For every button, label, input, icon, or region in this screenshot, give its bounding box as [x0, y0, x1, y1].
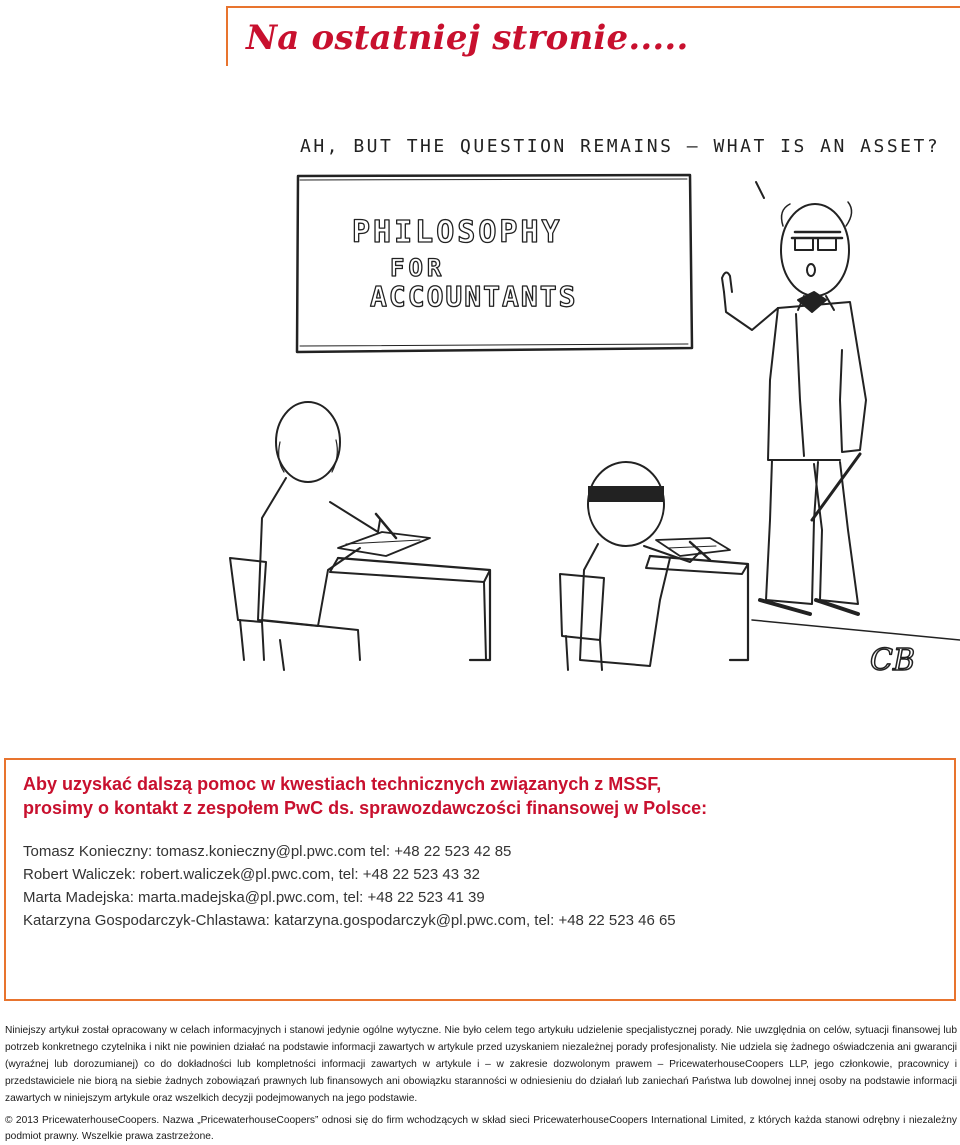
- contact-box: [4, 758, 956, 1001]
- blackboard: [297, 175, 692, 352]
- copyright-text: © 2013 PricewaterhouseCoopers. Nazwa „PricewaterhouseCoopers” odnosi się do firm wchodzących w skład sieci PricewaterhouseCoopers International Limited, z których każda stanowi odrębny i niezależny podmiot prawny. Wszelkie prawa zastrzeżone.: [5, 1115, 957, 1142]
- student-left: [230, 402, 490, 670]
- contact-person: Katarzyna Gospodarczyk-Chlastawa: katarzyna.gospodarczyk@pl.pwc.com, tel: +48 22 523 46 65: [23, 912, 676, 929]
- contact-heading-line-1: Aby uzyskać dalszą pomoc w kwestiach technicznych związanych z MSSF,: [23, 774, 662, 794]
- board-line-1: PHILOSOPHY: [352, 215, 563, 250]
- page-title: Na ostatniej stronie.....: [246, 18, 689, 58]
- artist-signature: CB: [870, 643, 915, 678]
- board-line-3: ACCOUNTANTS: [370, 280, 578, 313]
- contact-heading: [23, 772, 954, 820]
- disclaimer-text: Niniejszy artykuł został opracowany w celach informacyjnych i stanowi jedynie ogólne wytyczne. Nie było celem tego artykułu udzielenie specjalistycznej porady. Nie uwzględnia on celów, sytuacji finansowej lub potrzeb konkretnego czytelnika i nikt nie powinien działać na podstawie informacji zawartych w artykule przed uzyskaniem niezależnej porady profesjonalisty. Nie udziela się żadnego oświadczenia ani gwarancji (wyraźnej lub dorozumianej) co do dokładności lub kompletności informacji zawartych w artykule i – w zakresie dozwolonym prawem – PricewaterhouseCoopers LLP, jego członkowie, pracownicy i przedstawiciele nie biorą na siebie żadnych zobowiązań prawnych lub finansowych ani obowiązku staranności w odniesieniu do działań lub zaniechań Państwa lub dowolnej innej osoby na podstawie informacji zawartych w niniejszym artykule oraz wszelkich decyzji podejmowanych na jego podstawie.: [5, 1025, 957, 1104]
- cartoon-caption: AH, BUT THE QUESTION REMAINS – WHAT IS AN ASSET?: [300, 136, 941, 157]
- teacher-figure: [722, 202, 866, 614]
- board-line-2: FOR: [390, 254, 446, 282]
- contact-person: Tomasz Konieczny: tomasz.konieczny@pl.pwc.com tel: +48 22 523 42 85: [23, 843, 512, 860]
- contact-person: Marta Madejska: marta.madejska@pl.pwc.com, tel: +48 22 523 41 39: [23, 889, 485, 906]
- contact-heading-line-2: prosimy o kontakt z zespołem PwC ds. sprawozdawczości finansowej w Polsce:: [23, 798, 708, 818]
- contact-person: Robert Waliczek: robert.waliczek@pl.pwc.com, tel: +48 22 523 43 32: [23, 866, 480, 883]
- cartoon-illustration: [0, 100, 960, 700]
- contact-list: [23, 840, 954, 932]
- student-right: [560, 462, 748, 670]
